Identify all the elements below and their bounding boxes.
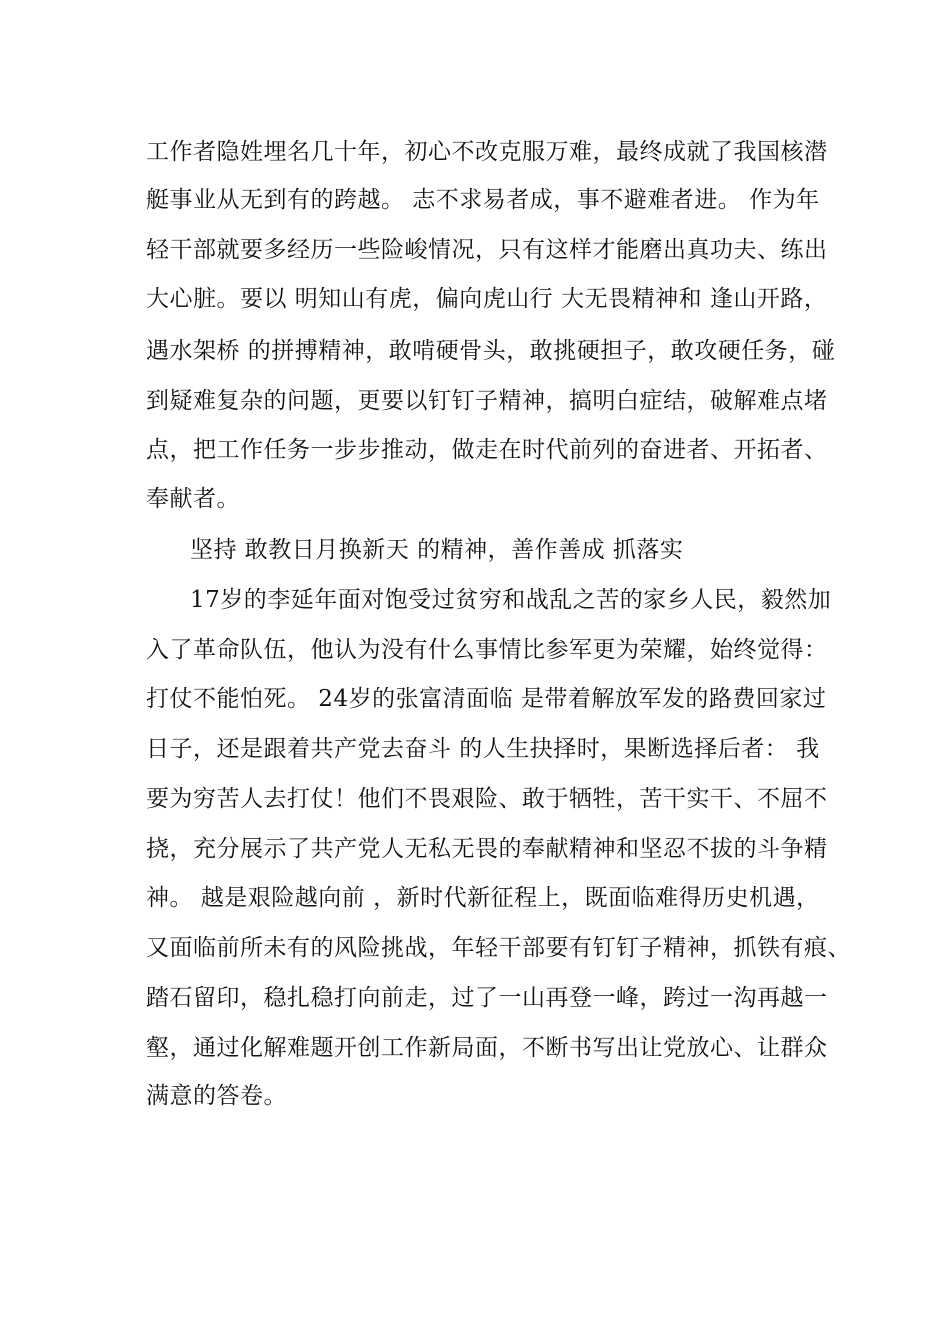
text-line: 日子，还是跟着共产党去奋斗 的人生抉择时，果断选择后者： 我 [146,736,820,762]
text-line: 到疑难复杂的问题，更要以钉钉子精神，搞明白症结，破解难点堵 [146,388,828,414]
text-line: 遇水架桥 的拼搏精神，敢啃硬骨头，敢挑硬担子，敢攻硬任务，碰 [146,338,836,364]
text-line: 艇事业从无到有的跨越。 志不求易者成，事不避难者进。 作为年 [146,187,820,213]
heading-line: 坚持 敢教日月换新天 的精神，善作善成 抓落实 [190,537,684,563]
text-line: 轻干部就要多经历一些险峻情况，只有这样才能磨出真功夫、练出 [146,237,828,263]
text-line: 又面临前所未有的风险挑战，年轻干部要有钉钉子精神，抓铁有痕、 [146,935,851,961]
text-line: 大心脏。要以 明知山有虎，偏向虎山行 大无畏精神和 逢山开路， [146,286,828,312]
text-line: 奉献者。 [146,486,240,512]
text-line: 神。 越是艰险越向前 ，新时代新征程上，既面临难得历史机遇， [146,885,820,911]
text-line: 工作者隐姓埋名几十年，初心不改克服万难，最终成就了我国核潜 [146,139,828,165]
text-line: 打仗不能怕死。 24岁的张富清面临 是带着解放军发的路费回家过 [146,686,827,712]
text-line: 满意的答卷。 [146,1083,287,1109]
text-line: 17岁的李延年面对饱受过贫穷和战乱之苦的家乡人民，毅然加 [190,587,832,613]
text-line: 踏石留印，稳扎稳打向前走，过了一山再登一峰，跨过一沟再越一 [146,985,828,1011]
text-line: 点，把工作任务一步步推动，做走在时代前列的奋进者、开拓者、 [146,437,828,463]
text-line: 入了革命队伍，他认为没有什么事情比参军更为荣耀，始终觉得： [146,637,828,663]
text-line: 壑，通过化解难题开创工作新局面，不断书写出让党放心、让群众 [146,1035,828,1061]
text-line: 要为穷苦人去打仗！他们不畏艰险、敢于牺牲，苦干实干、不屈不 [146,786,828,812]
text-line: 挠，充分展示了共产党人无私无畏的奉献精神和坚忍不拔的斗争精 [146,836,828,862]
